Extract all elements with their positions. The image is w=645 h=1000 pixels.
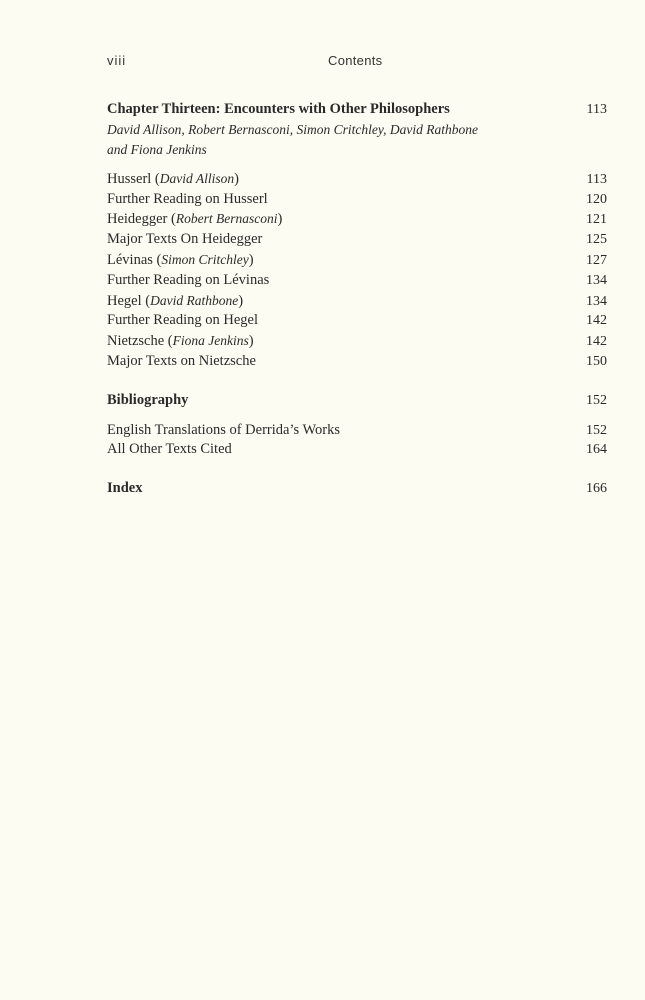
entry-page-number: 164 (586, 442, 607, 458)
entry-close: ) (238, 292, 244, 309)
chapter-authors-line-2: and Fiona Jenkins (107, 141, 207, 157)
entry-author: David Allison (159, 170, 235, 186)
entry-page-number: 120 (586, 191, 607, 207)
page-folio: viii (107, 53, 127, 68)
index-heading-row[interactable] (107, 479, 607, 499)
toc-entry[interactable] (107, 291, 607, 312)
entry-page-number: 134 (586, 293, 607, 309)
entry-page-number: 152 (586, 422, 607, 438)
entry-title: Further Reading on Husserl (107, 190, 268, 207)
entry-title: Lévinas ( (107, 251, 162, 268)
toc-entry[interactable] (107, 311, 607, 331)
entry-page-number: 121 (586, 212, 607, 228)
running-head (107, 53, 607, 73)
entry-page-number: 150 (586, 353, 607, 369)
entry-close: ) (248, 333, 254, 350)
spacer (107, 411, 607, 421)
toc-entry[interactable] (107, 250, 607, 271)
chapter-heading-row[interactable] (107, 100, 607, 120)
toc-entry[interactable] (107, 209, 607, 230)
entry-title: English Translations of Derrida’s Works (107, 421, 340, 438)
toc-entry[interactable] (107, 421, 607, 441)
entry-title: Nietzsche ( (107, 333, 173, 350)
chapter-authors (107, 120, 487, 160)
entry-page-number: 142 (586, 334, 607, 350)
toc-entry[interactable] (107, 230, 607, 250)
index-page-number: 166 (586, 481, 607, 497)
entry-page-number: 134 (586, 272, 607, 288)
spacer (107, 160, 607, 169)
toc-entry[interactable] (107, 352, 607, 372)
toc-entry[interactable] (107, 271, 607, 291)
chapter-page-number: 113 (586, 102, 607, 117)
entry-title: Major Texts on Nietzsche (107, 352, 256, 369)
bibliography-heading-row[interactable] (107, 391, 607, 411)
entry-title: Husserl ( (107, 170, 160, 187)
entry-author: Robert Bernasconi (175, 211, 278, 227)
entry-title: Further Reading on Hegel (107, 312, 259, 329)
chapter-title: Chapter Thirteen: Encounters with Other Philosophers (107, 101, 450, 117)
index-title: Index (107, 480, 143, 497)
toc-entry[interactable] (107, 440, 607, 460)
bibliography-title: Bibliography (107, 391, 189, 408)
entry-close: ) (277, 211, 283, 228)
table-of-contents (107, 100, 607, 499)
spacer (107, 372, 607, 391)
toc-entry[interactable] (107, 331, 607, 352)
entry-page-number: 125 (586, 232, 607, 248)
entry-title: Further Reading on Lévinas (107, 271, 270, 288)
entry-author: Fiona Jenkins (172, 333, 249, 349)
entry-close: ) (248, 251, 254, 268)
toc-entry[interactable] (107, 190, 607, 210)
entry-title: All Other Texts Cited (107, 441, 232, 458)
entry-page-number: 113 (586, 171, 607, 187)
toc-entry[interactable] (107, 169, 607, 190)
entry-title: Heidegger ( (107, 211, 176, 228)
spacer (107, 460, 607, 479)
entry-close: ) (234, 170, 239, 187)
bibliography-page-number: 152 (586, 392, 607, 408)
chapter-authors-line-1: David Allison, Robert Bernasconi, Simon Critchley, David Rathbone (107, 121, 478, 137)
entry-page-number: 127 (586, 252, 607, 268)
entry-page-number: 142 (586, 313, 607, 329)
entry-title: Major Texts On Heidegger (107, 231, 263, 248)
running-title: Contents (328, 53, 383, 68)
entry-title: Hegel ( (107, 292, 151, 309)
entry-author: Simon Critchley (161, 251, 249, 267)
entry-author: David Rathbone (150, 292, 239, 308)
